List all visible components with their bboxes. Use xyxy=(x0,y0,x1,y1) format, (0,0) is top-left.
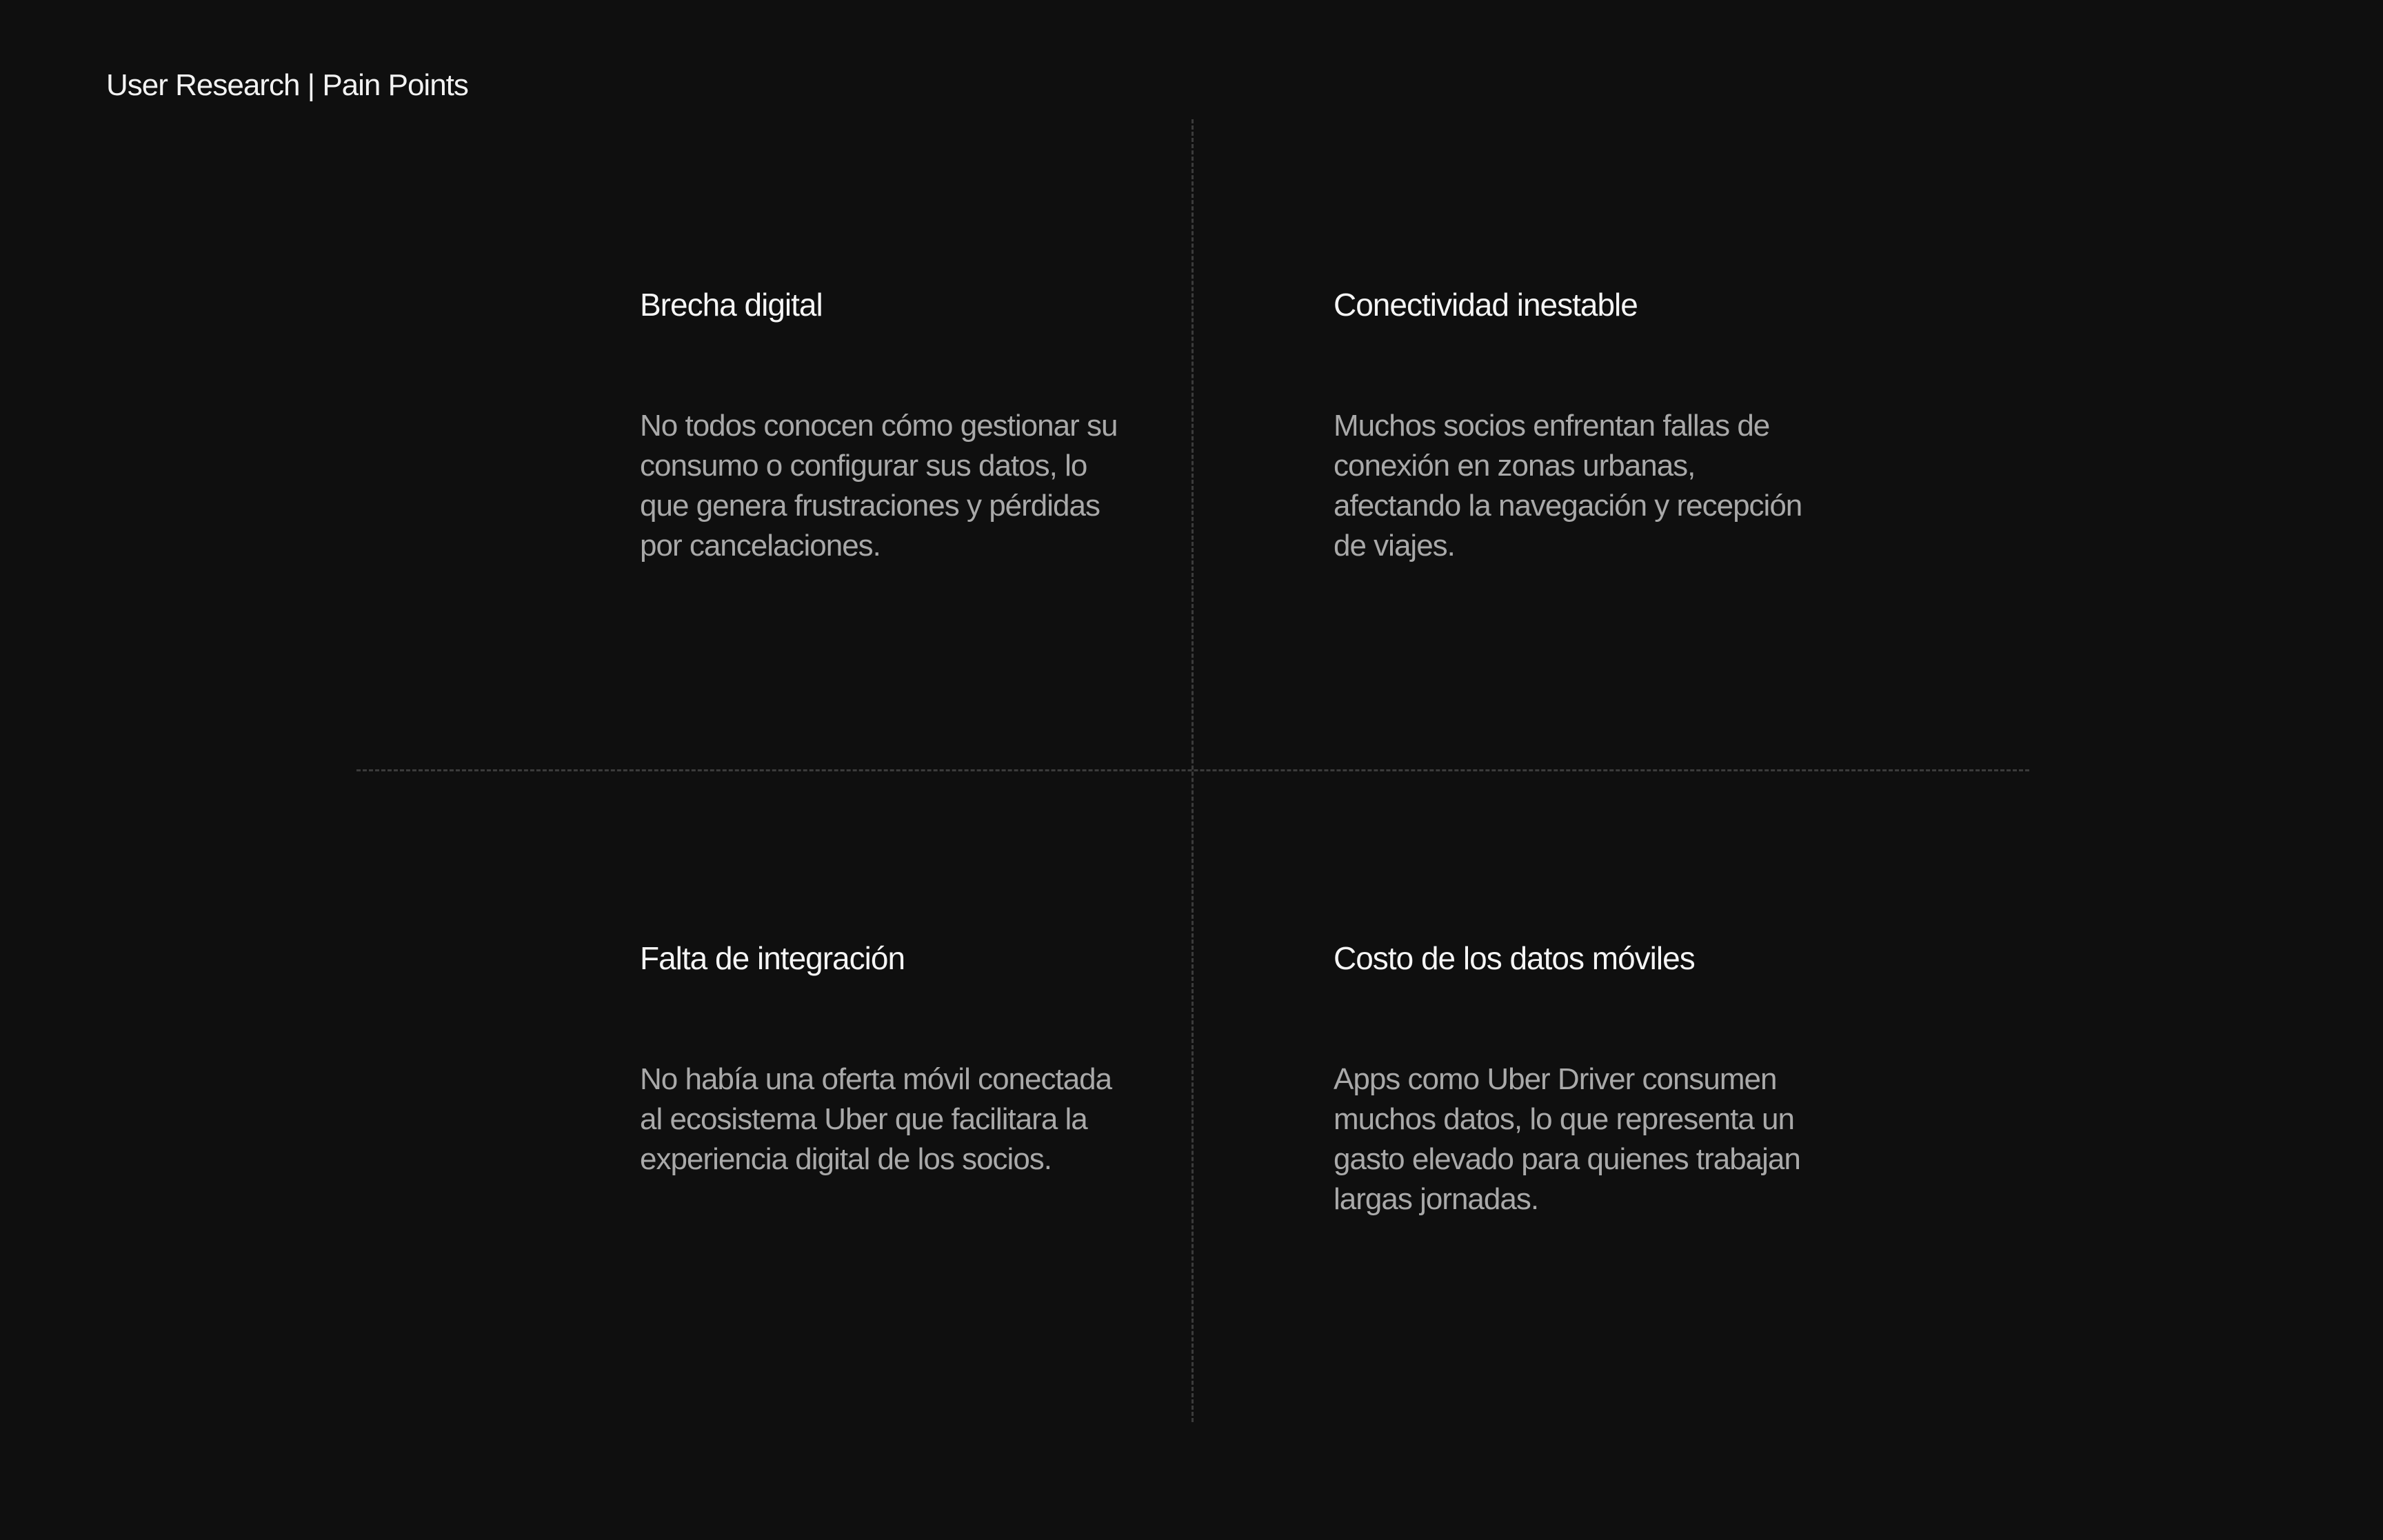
pain-point-description: Apps como Uber Driver consumen muchos datos, lo que representa un gasto elevado para quienes trabajan largas jornadas. xyxy=(1334,1062,1800,1216)
pain-point-title: Conectividad inestable xyxy=(1334,287,1638,323)
pain-point-card-falta-de-integracion xyxy=(640,938,1123,1179)
pain-point-card-costo-datos-moviles xyxy=(1334,938,1816,1219)
pain-point-title: Brecha digital xyxy=(640,287,823,323)
horizontal-divider xyxy=(356,769,2029,771)
pain-point-description: Muchos socios enfrentan fallas de conexión en zonas urbanas, afectando la navegación y recepción de viajes. xyxy=(1334,409,1802,563)
pain-point-description: No todos conocen cómo gestionar su consumo o configurar sus datos, lo que genera frustraciones y pérdidas por cancelaciones. xyxy=(640,409,1118,563)
pain-point-title: Falta de integración xyxy=(640,940,905,976)
pain-point-card-brecha-digital xyxy=(640,285,1123,566)
section-title: User Research | Pain Points xyxy=(106,68,468,102)
pain-point-card-conectividad-inestable xyxy=(1334,285,1816,566)
pain-point-title: Costo de los datos móviles xyxy=(1334,940,1695,976)
pain-point-description: No había una oferta móvil conectada al ecosistema Uber que facilitara la experiencia digital de los socios. xyxy=(640,1062,1112,1176)
